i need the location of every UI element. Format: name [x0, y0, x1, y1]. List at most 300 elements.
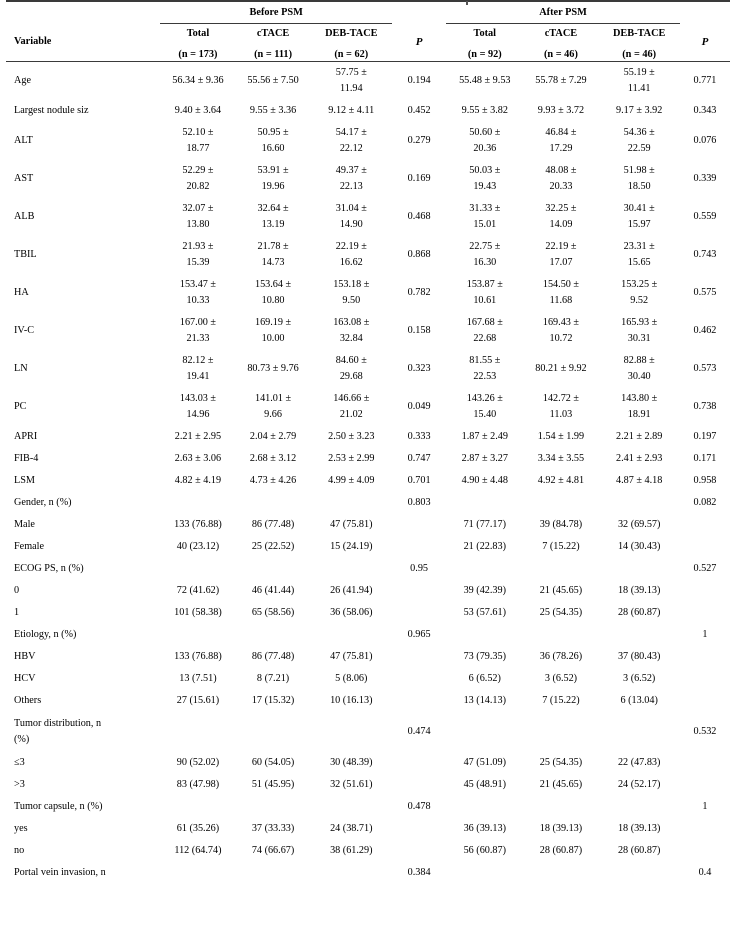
- cell-value-line1: 169.19 ±: [254, 316, 292, 328]
- cell-after-debtace: 28 (60.87): [617, 845, 661, 857]
- table-row: [6, 236, 730, 274]
- cell-after-total: 47 (51.09): [463, 757, 507, 769]
- cell-before-total: 133 (76.88): [174, 519, 222, 531]
- cell-after-debtace: [599, 274, 680, 312]
- cell-before-ctace: 55.56 ± 7.50: [247, 75, 299, 87]
- table-row: [6, 536, 730, 558]
- cell-before-debtace: 2.50 ± 3.23: [328, 431, 375, 443]
- group-header-before-psm: Before PSM: [160, 2, 392, 23]
- cell-p-before: 0.965: [407, 629, 431, 641]
- cell-before-debtace: [311, 712, 392, 752]
- row-label: IV-C: [14, 325, 35, 337]
- row-label-line1: Tumor distribution, n: [14, 717, 102, 729]
- cell-after-debtace: [599, 862, 680, 884]
- cell-before-debtace: [311, 624, 392, 646]
- cell-value-line2: 16.60: [261, 143, 285, 155]
- cell-after-total: 71 (77.17): [463, 519, 507, 531]
- cell-before-debtace: [311, 122, 392, 160]
- cell-after-total: [446, 312, 523, 350]
- row-label: Male: [14, 519, 35, 531]
- cell-p-before: [392, 752, 446, 774]
- table-row: [6, 62, 730, 100]
- cell-after-debtace: [599, 796, 680, 818]
- cell-before-debtace: [311, 160, 392, 198]
- row-label: ALT: [14, 135, 33, 147]
- cell-value-line1: 153.64 ±: [254, 278, 292, 290]
- cell-before-debtace: [311, 862, 392, 884]
- cell-value-line2: 14.96: [186, 409, 210, 421]
- cell-p-before: [392, 774, 446, 796]
- cell-value-line1: 52.10 ±: [182, 126, 214, 138]
- cell-before-total: [160, 312, 235, 350]
- cell-after-ctace: 25 (54.35): [539, 757, 583, 769]
- row-label: >3: [14, 779, 25, 791]
- cell-value-line1: 57.75 ±: [335, 66, 367, 78]
- row-label: Others: [14, 695, 42, 707]
- cell-before-total: 112 (64.74): [174, 845, 222, 857]
- cell-value-line1: 143.26 ±: [466, 392, 503, 404]
- cell-after-debtace: [599, 388, 680, 426]
- cell-after-debtace: [599, 198, 680, 236]
- cell-value-line1: 23.31 ±: [623, 240, 655, 252]
- cell-value-line1: 50.03 ±: [469, 164, 501, 176]
- row-label: HCV: [14, 673, 36, 685]
- cell-value-line2: 10.72: [549, 333, 573, 345]
- cell-before-total: 101 (58.38): [174, 607, 222, 619]
- cell-p-after: 0.082: [693, 497, 717, 509]
- cell-value-line1: 143.80 ±: [621, 392, 658, 404]
- cell-before-debtace: 5 (8.06): [335, 673, 368, 685]
- cell-value-line1: 32.25 ±: [545, 202, 577, 214]
- cell-value-line1: 48.08 ±: [545, 164, 577, 176]
- cell-after-debtace: [599, 558, 680, 580]
- cell-before-ctace: [236, 388, 311, 426]
- table-row: [6, 624, 730, 646]
- table-body: [6, 62, 730, 884]
- cell-before-debtace: 24 (38.71): [330, 823, 373, 835]
- cell-p-after: 0.343: [693, 105, 717, 117]
- cell-p-after: 0.738: [693, 401, 717, 413]
- column-header-before-ctace-n: (n = 111): [254, 48, 293, 60]
- cell-value-line2: 9.50: [342, 295, 361, 307]
- cell-after-total: [446, 274, 523, 312]
- cell-before-debtace: [311, 62, 392, 100]
- column-header-before-debtace-n: (n = 62): [334, 48, 369, 60]
- cell-value-line1: 141.01 ±: [254, 392, 292, 404]
- table-row: [6, 198, 730, 236]
- row-label: AST: [14, 173, 34, 185]
- cell-before-ctace: [236, 712, 311, 752]
- cell-p-before: 0.474: [407, 726, 431, 738]
- cell-before-ctace: 9.55 ± 3.36: [249, 105, 297, 117]
- row-label: ≤3: [14, 757, 25, 769]
- column-header-after-debtace-n: (n = 46): [622, 48, 657, 60]
- cell-p-after: 0.958: [693, 475, 717, 487]
- cell-before-total: [160, 388, 235, 426]
- cell-p-after: 0.532: [693, 726, 717, 738]
- row-label: 1: [14, 607, 20, 619]
- cell-after-debtace: 3 (6.52): [623, 673, 656, 685]
- cell-before-total: 72 (41.62): [176, 585, 220, 597]
- cell-value-line1: 22.19 ±: [335, 240, 367, 252]
- group-header-row: [6, 2, 730, 23]
- cell-before-ctace: 86 (77.48): [251, 651, 295, 663]
- cell-value-line2: 10.33: [186, 295, 210, 307]
- cell-before-total: [160, 796, 235, 818]
- cell-value-line2: 19.41: [186, 371, 210, 383]
- cell-value-line2: 14.73: [261, 257, 285, 269]
- cell-value-line2: 32.84: [339, 333, 363, 345]
- cell-before-total: [160, 558, 235, 580]
- row-label: ALB: [14, 211, 35, 223]
- cell-after-total: [446, 388, 523, 426]
- cell-before-ctace: 8 (7.21): [256, 673, 290, 685]
- column-header-before-ctace-label: cTACE: [256, 27, 290, 39]
- row-label: LSM: [14, 475, 35, 487]
- cell-before-total: [160, 236, 235, 274]
- cell-value-line2: 9.52: [630, 295, 649, 307]
- cell-before-ctace: [236, 160, 311, 198]
- cell-value-line1: 49.37 ±: [335, 164, 367, 176]
- cell-p-after: 0.171: [693, 453, 717, 465]
- cell-p-before: 0.478: [407, 801, 431, 813]
- table-row: [6, 312, 730, 350]
- cell-value-line2: 11.68: [549, 295, 573, 307]
- cell-after-debtace: [599, 160, 680, 198]
- cell-before-debtace: [311, 558, 392, 580]
- cell-p-before: [392, 602, 446, 624]
- cell-p-after: [680, 580, 730, 602]
- cell-after-debtace: 32 (69.57): [617, 519, 661, 531]
- cell-value-line1: 22.75 ±: [469, 240, 501, 252]
- cell-value-line2: 22.13: [339, 181, 363, 193]
- group-gap-p2: [680, 2, 730, 23]
- cell-after-ctace: [523, 388, 598, 426]
- cell-before-debtace: 36 (58.06): [330, 607, 373, 619]
- cell-after-total: 73 (79.35): [463, 651, 507, 663]
- cell-value-line2: 21.33: [186, 333, 210, 345]
- cell-after-debtace: 4.87 ± 4.18: [616, 475, 663, 487]
- cell-p-after: 0.462: [693, 325, 717, 337]
- cell-after-ctace: 3.34 ± 3.55: [537, 453, 585, 465]
- cell-value-line2: 10.80: [261, 295, 285, 307]
- cell-after-ctace: [523, 624, 598, 646]
- cell-after-total: [446, 712, 523, 752]
- cell-after-debtace: 18 (39.13): [617, 585, 661, 597]
- cell-after-ctace: [523, 236, 598, 274]
- table-row: [6, 668, 730, 690]
- cell-after-ctace: [523, 160, 598, 198]
- row-label: Portal vein invasion, n: [14, 867, 106, 879]
- cell-p-after: [680, 602, 730, 624]
- table-row: [6, 514, 730, 536]
- cell-before-debtace: 38 (61.29): [330, 845, 373, 857]
- cell-p-after: [680, 536, 730, 558]
- cell-after-total: 53 (57.61): [463, 607, 507, 619]
- cell-value-line1: 22.19 ±: [545, 240, 577, 252]
- row-label: PC: [14, 401, 27, 413]
- cell-before-debtace: [311, 312, 392, 350]
- cell-after-ctace: [523, 492, 598, 514]
- row-label: LN: [14, 363, 28, 375]
- cell-after-debtace: [599, 350, 680, 388]
- cell-p-before: 0.701: [407, 475, 431, 487]
- cell-after-total: 39 (42.39): [463, 585, 507, 597]
- cell-p-before: 0.384: [407, 867, 431, 879]
- cell-p-before: 0.323: [407, 363, 431, 375]
- column-header-variable: Variable: [14, 35, 52, 47]
- cell-p-before: 0.049: [407, 401, 431, 413]
- cell-before-ctace: 51 (45.95): [251, 779, 295, 791]
- cell-value-line1: 50.60 ±: [469, 126, 501, 138]
- cell-after-total: 56 (60.87): [463, 845, 507, 857]
- cell-before-ctace: 17 (15.32): [251, 695, 295, 707]
- cell-after-ctace: [523, 122, 598, 160]
- cell-p-before: 0.468: [407, 211, 431, 223]
- table-row: [6, 448, 730, 470]
- cell-after-debtace: [599, 492, 680, 514]
- cell-value-line2: 19.96: [261, 181, 285, 193]
- cell-after-debtace: [599, 712, 680, 752]
- cell-p-after: [680, 690, 730, 712]
- cell-value-line1: 153.87 ±: [466, 278, 503, 290]
- cell-after-ctace: 1.54 ± 1.99: [537, 431, 585, 443]
- cell-before-total: 40 (23.12): [176, 541, 220, 553]
- cell-before-ctace: [236, 122, 311, 160]
- cell-before-total: 4.82 ± 4.19: [174, 475, 222, 487]
- cell-value-line2: 14.90: [339, 219, 363, 231]
- table-row: [6, 100, 730, 122]
- cell-p-after: 0.076: [693, 135, 717, 147]
- cell-value-line2: 18.77: [186, 143, 210, 155]
- cell-before-ctace: [236, 624, 311, 646]
- column-header-row: [6, 23, 730, 62]
- cell-before-ctace: 2.04 ± 2.79: [249, 431, 297, 443]
- cell-before-ctace: [236, 796, 311, 818]
- cell-after-ctace: 7 (15.22): [542, 541, 580, 553]
- cell-before-total: [160, 624, 235, 646]
- cell-p-after: [680, 774, 730, 796]
- cell-p-after: 0.197: [693, 431, 717, 443]
- table-row: [6, 796, 730, 818]
- column-header-after-ctace-label: cTACE: [544, 27, 578, 39]
- cell-p-before: [392, 580, 446, 602]
- cell-after-ctace: [523, 862, 598, 884]
- cell-p-after: 0.743: [693, 249, 717, 261]
- cell-before-ctace: 25 (22.52): [251, 541, 295, 553]
- cell-after-ctace: 80.21 ± 9.92: [535, 363, 587, 375]
- cell-p-before: 0.333: [407, 431, 431, 443]
- cell-after-total: 9.55 ± 3.82: [461, 105, 508, 117]
- table-row: [6, 160, 730, 198]
- cell-value-line2: 14.09: [549, 219, 573, 231]
- cell-before-debtace: [311, 236, 392, 274]
- column-header-before-debtace-label: DEB-TACE: [325, 27, 378, 39]
- cell-before-debtace: 30 (48.39): [330, 757, 373, 769]
- cell-value-line1: 154.50 ±: [542, 278, 580, 290]
- cell-value-line2: 30.40: [627, 371, 651, 383]
- cell-value-line1: 31.33 ±: [469, 202, 501, 214]
- cell-p-after: 0.573: [693, 363, 717, 375]
- cell-value-line2: 13.80: [186, 219, 210, 231]
- cell-before-ctace: [236, 198, 311, 236]
- table-row: [6, 558, 730, 580]
- cell-value-line2: 20.36: [473, 143, 497, 155]
- cell-value-line2: 11.03: [549, 409, 573, 421]
- cell-after-debtace: 18 (39.13): [617, 823, 661, 835]
- cell-before-total: 90 (52.02): [176, 757, 220, 769]
- cell-p-after: 0.4: [698, 867, 712, 879]
- cell-after-total: [446, 796, 523, 818]
- baseline-characteristics-table: [6, 0, 730, 884]
- cell-after-debtace: 14 (30.43): [617, 541, 661, 553]
- cell-before-debtace: 32 (51.61): [330, 779, 373, 791]
- table-row: [6, 818, 730, 840]
- cell-value-line1: 51.98 ±: [623, 164, 655, 176]
- group-gap-p1: [392, 2, 446, 23]
- cell-after-debtace: 6 (13.04): [620, 695, 658, 707]
- cell-value-line1: 167.00 ±: [179, 316, 217, 328]
- cell-before-total: [160, 712, 235, 752]
- cell-p-before: 0.803: [407, 497, 431, 509]
- cell-after-total: [446, 492, 523, 514]
- row-label: HBV: [14, 651, 36, 663]
- cell-value-line2: 15.97: [627, 219, 651, 231]
- cell-before-debtace: [311, 274, 392, 312]
- table-row: [6, 388, 730, 426]
- cell-before-ctace: 65 (58.56): [251, 607, 295, 619]
- cell-value-line1: 84.60 ±: [335, 354, 367, 366]
- cell-after-total: [446, 862, 523, 884]
- cell-after-debtace: [599, 62, 680, 100]
- cell-after-total: 2.87 ± 3.27: [461, 453, 508, 465]
- cell-value-line1: 169.43 ±: [542, 316, 580, 328]
- cell-before-total: [160, 492, 235, 514]
- cell-before-total: [160, 122, 235, 160]
- cell-value-line2: 22.53: [473, 371, 497, 383]
- cell-after-total: 21 (22.83): [463, 541, 507, 553]
- cell-value-line1: 32.07 ±: [182, 202, 214, 214]
- row-label: Age: [14, 75, 31, 87]
- cell-value-line1: 153.18 ±: [333, 278, 370, 290]
- cell-value-line2: 17.29: [549, 143, 573, 155]
- table-row: [6, 122, 730, 160]
- cell-after-debtace: 24 (52.17): [617, 779, 661, 791]
- cell-before-total: [160, 274, 235, 312]
- cell-value-line1: 153.47 ±: [179, 278, 217, 290]
- row-label: no: [14, 845, 25, 857]
- cell-value-line2: 22.12: [339, 143, 363, 155]
- column-header-after-ctace-n: (n = 46): [543, 48, 578, 60]
- cell-before-debtace: 26 (41.94): [330, 585, 373, 597]
- cell-after-ctace: 18 (39.13): [539, 823, 583, 835]
- cell-p-after: 0.559: [693, 211, 717, 223]
- column-header-p-before: P: [415, 35, 423, 48]
- row-label-line2: (%): [14, 734, 30, 746]
- cell-after-ctace: 28 (60.87): [539, 845, 583, 857]
- cell-value-line2: 15.01: [473, 219, 497, 231]
- cell-after-total: [446, 624, 523, 646]
- scan-artifact-mark: [466, 1, 468, 5]
- cell-before-debtace: [311, 796, 392, 818]
- cell-before-total: 9.40 ± 3.64: [174, 105, 222, 117]
- cell-p-before: 0.747: [407, 453, 431, 465]
- table-row: [6, 774, 730, 796]
- cell-before-ctace: [236, 312, 311, 350]
- cell-p-before: 0.158: [407, 325, 431, 337]
- cell-before-total: [160, 350, 235, 388]
- cell-p-before: [392, 668, 446, 690]
- cell-value-line2: 11.94: [340, 83, 363, 95]
- row-label: [6, 712, 160, 752]
- column-header-before-total-n: (n = 173): [178, 48, 218, 60]
- table-row: [6, 646, 730, 668]
- cell-value-line2: 18.50: [627, 181, 651, 193]
- cell-after-ctace: 36 (78.26): [539, 651, 583, 663]
- cell-after-debtace: [599, 624, 680, 646]
- cell-after-ctace: 21 (45.65): [539, 585, 583, 597]
- column-header-after-debtace-label: DEB-TACE: [612, 27, 666, 39]
- cell-after-total: [446, 122, 523, 160]
- cell-before-debtace: 9.12 ± 4.11: [328, 105, 375, 117]
- cell-before-ctace: 86 (77.48): [251, 519, 295, 531]
- cell-before-debtace: 4.99 ± 4.09: [328, 475, 375, 487]
- group-header-after-psm: After PSM: [446, 2, 680, 23]
- column-header-before-debtace: [311, 23, 392, 62]
- cell-value-line1: 81.55 ±: [469, 354, 501, 366]
- table-row: [6, 350, 730, 388]
- cell-after-ctace: [523, 198, 598, 236]
- table-row: [6, 840, 730, 862]
- cell-value-line1: 46.84 ±: [545, 126, 577, 138]
- row-label: Largest nodule siz: [14, 105, 89, 117]
- cell-before-debtace: 2.53 ± 2.99: [328, 453, 375, 465]
- row-label: TBIL: [14, 249, 37, 261]
- cell-p-after: [680, 514, 730, 536]
- cell-value-line2: 10.00: [261, 333, 285, 345]
- column-header-before-total: [160, 23, 235, 62]
- cell-p-after: 0.575: [693, 287, 717, 299]
- cell-p-after: 0.771: [693, 75, 717, 87]
- cell-before-ctace: 4.73 ± 4.26: [249, 475, 297, 487]
- cell-value-line1: 32.64 ±: [257, 202, 289, 214]
- cell-before-debtace: [311, 492, 392, 514]
- cell-value-line1: 52.29 ±: [182, 164, 214, 176]
- column-header-before-total-label: Total: [186, 27, 210, 39]
- cell-before-ctace: [236, 558, 311, 580]
- cell-value-line1: 167.68 ±: [466, 316, 503, 328]
- cell-before-total: 56.34 ± 9.36: [172, 75, 224, 87]
- cell-p-after: 0.527: [693, 563, 717, 575]
- cell-p-before: 0.868: [407, 249, 431, 261]
- column-header-after-total: [446, 23, 523, 62]
- table-row: [6, 492, 730, 514]
- cell-after-total: 36 (39.13): [463, 823, 507, 835]
- cell-after-debtace: 2.21 ± 2.89: [616, 431, 663, 443]
- cell-p-before: [392, 646, 446, 668]
- cell-before-debtace: [311, 198, 392, 236]
- cell-before-debtace: 47 (75.81): [330, 519, 373, 531]
- cell-before-ctace: [236, 236, 311, 274]
- cell-value-line2: 22.68: [473, 333, 497, 345]
- table-row: [6, 690, 730, 712]
- cell-after-total: [446, 236, 523, 274]
- cell-after-ctace: [523, 712, 598, 752]
- cell-p-before: [392, 690, 446, 712]
- cell-before-ctace: [236, 274, 311, 312]
- cell-value-line1: 142.72 ±: [542, 392, 580, 404]
- table-row: [6, 580, 730, 602]
